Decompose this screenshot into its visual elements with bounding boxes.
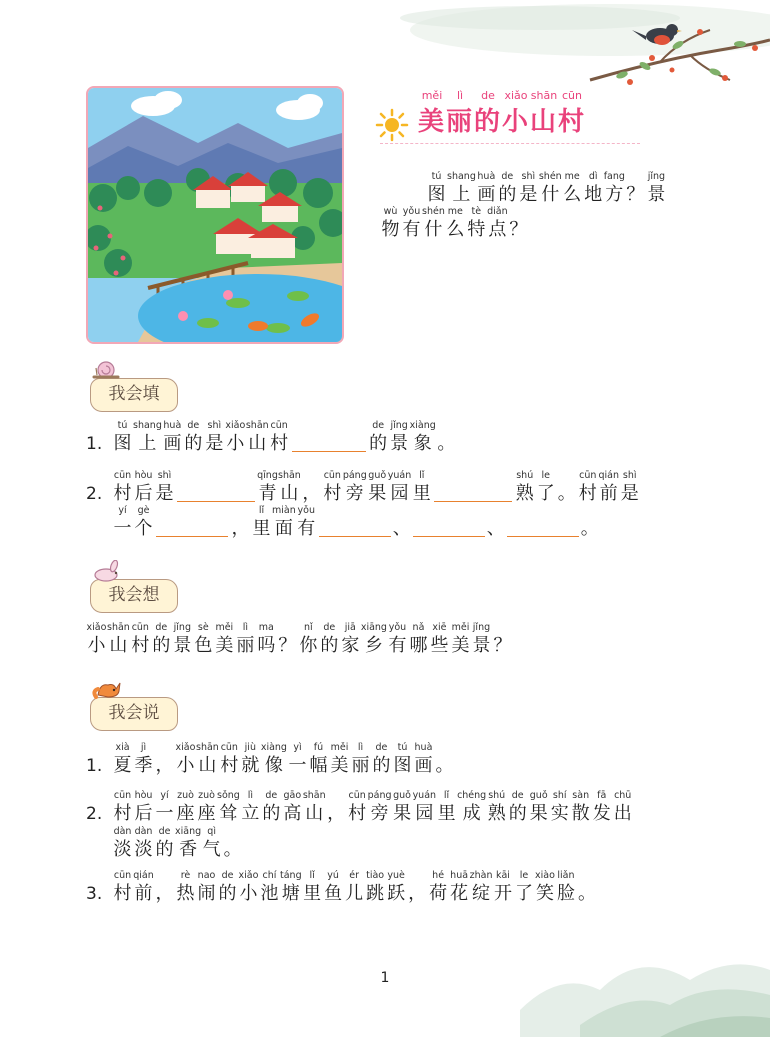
hanzi-with-pinyin: de 的	[320, 622, 339, 656]
hanzi-with-pinyin: guǒ 果	[368, 470, 387, 504]
hanzi-with-pinyin: nǎ 哪	[409, 622, 428, 656]
hanzi-with-pinyin: yuán 园	[387, 470, 412, 504]
hanzi-with-pinyin: le 了	[536, 470, 555, 504]
hanzi-with-pinyin: huà 画	[477, 171, 496, 205]
hanzi-with-pinyin: jǐng 景	[472, 622, 491, 656]
punctuation: ，	[231, 518, 250, 539]
fox-icon	[92, 677, 124, 699]
comma-mark: 、	[486, 518, 505, 539]
hanzi-with-pinyin: guǒ 果	[393, 790, 412, 824]
hanzi-with-pinyin: lì 丽	[236, 622, 255, 656]
hanzi-with-pinyin: diǎn 点	[487, 206, 508, 240]
section-title-fill: 我会填	[108, 384, 160, 404]
hanzi-with-pinyin: de 的	[218, 870, 237, 904]
hanzi-with-pinyin: gāo 高	[283, 790, 302, 824]
hanzi-with-pinyin: qián 前	[133, 870, 154, 904]
hanzi-with-pinyin: cūn 村	[113, 870, 132, 904]
hanzi-with-pinyin: shú 熟	[515, 470, 534, 504]
hanzi-with-pinyin: me 么	[563, 171, 582, 205]
hanzi-with-pinyin: nǐ 你	[299, 622, 318, 656]
say-sentence-2-line-1	[86, 790, 633, 826]
hanzi-with-pinyin: shān 山	[107, 622, 130, 656]
hanzi-with-pinyin: xiāng 乡	[360, 622, 387, 656]
hanzi-with-pinyin: xiàng 像	[260, 742, 287, 776]
hanzi-with-pinyin: hé 荷	[429, 870, 448, 904]
punctuation: 。	[437, 433, 456, 454]
hanzi-with-pinyin: le 了	[514, 870, 533, 904]
question-number: 1.	[86, 434, 103, 454]
hanzi-with-pinyin: xiàng 象	[409, 420, 436, 454]
hanzi-with-pinyin: xiào 笑	[535, 870, 555, 904]
hanzi-with-pinyin: qì 气	[202, 826, 221, 860]
hanzi-with-pinyin: jiā 家	[341, 622, 360, 656]
punctuation: ？	[493, 635, 512, 656]
fill-question-2-line-2	[112, 505, 599, 541]
hanzi-with-pinyin: shang 上	[447, 171, 476, 205]
hanzi-with-pinyin: hòu 后	[134, 470, 153, 504]
hanzi-with-pinyin: shān 山	[302, 790, 326, 824]
hanzi-with-pinyin: cūn 村	[270, 420, 289, 454]
punctuation: 。	[557, 483, 576, 504]
answer-blank[interactable]	[507, 516, 579, 537]
hanzi-with-pinyin: chū 出	[613, 790, 632, 824]
punctuation: 。	[577, 883, 596, 904]
bunny-icon	[90, 560, 124, 582]
hanzi-with-pinyin: sàn 散	[571, 790, 590, 824]
title-char: xiǎo 小	[502, 89, 529, 137]
hanzi-with-pinyin: yǒu 有	[297, 505, 316, 539]
hanzi-with-pinyin: de 的	[184, 420, 203, 454]
intro-line-1	[426, 171, 667, 207]
hanzi-with-pinyin: tú 图	[113, 420, 132, 454]
hanzi-with-pinyin: nao 闹	[197, 870, 216, 904]
hanzi-with-pinyin: miàn 面	[272, 505, 296, 539]
hanzi-with-pinyin: xià 夏	[113, 742, 132, 776]
hanzi-with-pinyin: de 的	[155, 826, 174, 860]
hanzi-with-pinyin: táng 塘	[280, 870, 302, 904]
section-badge-fill	[90, 378, 178, 412]
hanzi-with-pinyin: jǐng 景	[647, 171, 666, 205]
hanzi-with-pinyin: jǐng 景	[173, 622, 192, 656]
hanzi-with-pinyin: fā 发	[592, 790, 611, 824]
hanzi-with-pinyin: lǐ 里	[303, 870, 322, 904]
answer-blank[interactable]	[413, 516, 485, 537]
hanzi-with-pinyin: zhàn 绽	[469, 870, 493, 904]
punctuation: 。	[223, 839, 242, 860]
hanzi-with-pinyin: shì 是	[519, 171, 538, 205]
hanzi-with-pinyin: yí 一	[113, 505, 132, 539]
comma-mark: 、	[392, 518, 411, 539]
hanzi-with-pinyin: dàn 淡	[113, 826, 132, 860]
hanzi-with-pinyin: páng 旁	[367, 790, 392, 824]
hanzi-with-pinyin: lì 立	[241, 790, 260, 824]
hanzi-with-pinyin: xiǎo 小	[238, 870, 259, 904]
hanzi-with-pinyin: xiǎo 小	[86, 622, 107, 656]
answer-blank[interactable]	[292, 431, 366, 452]
mountain-wash-decoration	[520, 900, 770, 1037]
hanzi-with-pinyin: xiǎo 小	[225, 420, 246, 454]
fill-question-2-line-1	[86, 470, 640, 506]
punctuation: ，	[155, 883, 174, 904]
hanzi-with-pinyin: qián 前	[598, 470, 619, 504]
hanzi-with-pinyin: páng 旁	[342, 470, 367, 504]
hanzi-with-pinyin: cūn 村	[131, 622, 150, 656]
hanzi-with-pinyin: chí 池	[260, 870, 279, 904]
hanzi-with-pinyin: fú 幅	[309, 742, 328, 776]
hanzi-with-pinyin: yuán 园	[412, 790, 437, 824]
answer-blank[interactable]	[177, 481, 255, 502]
sun-icon	[375, 108, 409, 142]
hanzi-with-pinyin: qīng 青	[257, 470, 278, 504]
hanzi-with-pinyin: shān 山	[196, 742, 219, 776]
village-illustration	[86, 86, 344, 344]
hanzi-with-pinyin: chéng 成	[457, 790, 487, 824]
fill-question-1	[86, 420, 457, 456]
title-char: de 的	[474, 89, 501, 137]
section-title-think: 我会想	[108, 585, 160, 605]
hanzi-with-pinyin: dàn 淡	[134, 826, 153, 860]
say-sentence-2-line-2	[112, 826, 243, 862]
hanzi-with-pinyin: cūn 村	[113, 470, 132, 504]
hanzi-with-pinyin: tiào 跳	[366, 870, 385, 904]
hanzi-with-pinyin: sǒng 耸	[217, 790, 240, 824]
hanzi-with-pinyin: shān 山	[278, 470, 301, 504]
title-char: měi 美	[418, 89, 445, 137]
answer-blank[interactable]	[156, 516, 228, 537]
intro-line-2	[380, 206, 529, 242]
hanzi-with-pinyin: cūn 村	[220, 742, 239, 776]
hanzi-with-pinyin: sè 色	[194, 622, 213, 656]
hanzi-with-pinyin: tú 图	[427, 171, 446, 205]
page-title	[418, 90, 586, 139]
punctuation: ，	[302, 483, 321, 504]
hanzi-with-pinyin: wù 物	[381, 206, 400, 240]
hanzi-with-pinyin: lǐ 里	[437, 790, 456, 824]
say-sentence-1	[86, 742, 455, 778]
hanzi-with-pinyin: yí 一	[155, 790, 174, 824]
hanzi-with-pinyin: shang 上	[133, 420, 162, 454]
hanzi-with-pinyin: de 的	[369, 420, 388, 454]
answer-blank[interactable]	[434, 481, 512, 502]
punctuation: ，	[408, 883, 427, 904]
hanzi-with-pinyin: xiǎo 小	[175, 742, 196, 776]
hanzi-with-pinyin: liǎn 脸	[556, 870, 575, 904]
think-question	[86, 622, 513, 658]
section-badge-say	[90, 697, 178, 731]
hanzi-with-pinyin: cūn 村	[323, 470, 342, 504]
hanzi-with-pinyin: shén 什	[422, 206, 445, 240]
section-title-say: 我会说	[108, 703, 160, 723]
hanzi-with-pinyin: shì 是	[205, 420, 224, 454]
sentence-number: 1.	[86, 756, 103, 776]
hanzi-with-pinyin: hòu 后	[134, 790, 153, 824]
hanzi-with-pinyin: huā 花	[450, 870, 469, 904]
title-char: cūn 村	[558, 89, 585, 137]
hanzi-with-pinyin: zuò 座	[176, 790, 195, 824]
answer-blank[interactable]	[319, 516, 391, 537]
hanzi-with-pinyin: tè 特	[467, 206, 486, 240]
punctuation: ，	[327, 803, 346, 824]
snail-icon	[92, 358, 122, 380]
hanzi-with-pinyin: shí 实	[550, 790, 569, 824]
hanzi-with-pinyin: měi 美	[451, 622, 470, 656]
hanzi-with-pinyin: de 的	[508, 790, 527, 824]
hanzi-with-pinyin: shì 是	[620, 470, 639, 504]
punctuation: ，	[155, 755, 174, 776]
hanzi-with-pinyin: yǒu 有	[402, 206, 421, 240]
hanzi-with-pinyin: yú 鱼	[324, 870, 343, 904]
hanzi-with-pinyin: dì 地	[584, 171, 603, 205]
hanzi-with-pinyin: ér 儿	[345, 870, 364, 904]
hanzi-with-pinyin: cūn 村	[578, 470, 597, 504]
hanzi-with-pinyin: yǒu 有	[388, 622, 407, 656]
punctuation: ？	[626, 184, 645, 205]
hanzi-with-pinyin: shān 山	[245, 420, 269, 454]
hanzi-with-pinyin: huà 画	[414, 742, 433, 776]
hanzi-with-pinyin: ma 吗	[257, 622, 276, 656]
punctuation: ？	[509, 219, 528, 240]
question-number: 2.	[86, 484, 103, 504]
hanzi-with-pinyin: měi 美	[215, 622, 234, 656]
punctuation: ？	[278, 635, 297, 656]
hanzi-with-pinyin: gè 个	[134, 505, 153, 539]
hanzi-with-pinyin: yuè 跃	[387, 870, 406, 904]
hanzi-with-pinyin: xiē 些	[430, 622, 449, 656]
hanzi-with-pinyin: me 么	[446, 206, 465, 240]
hanzi-with-pinyin: jì 季	[134, 742, 153, 776]
hanzi-with-pinyin: guǒ 果	[529, 790, 548, 824]
hanzi-with-pinyin: lì 丽	[351, 742, 370, 776]
hanzi-with-pinyin: yì 一	[288, 742, 307, 776]
title-underline	[380, 143, 640, 144]
hanzi-with-pinyin: de 的	[262, 790, 281, 824]
hanzi-with-pinyin: rè 热	[176, 870, 195, 904]
hanzi-with-pinyin: cūn 村	[113, 790, 132, 824]
hanzi-with-pinyin: shì 是	[155, 470, 174, 504]
page-number: 1	[380, 970, 390, 986]
hanzi-with-pinyin: huà 画	[163, 420, 182, 454]
hanzi-with-pinyin: de 的	[372, 742, 391, 776]
hanzi-with-pinyin: zuò 座	[197, 790, 216, 824]
hanzi-with-pinyin: jǐng 景	[390, 420, 409, 454]
period-mark: 。	[580, 518, 599, 539]
punctuation: 。	[435, 755, 454, 776]
village-scene-image	[88, 88, 342, 342]
hanzi-with-pinyin: de 的	[152, 622, 171, 656]
hanzi-with-pinyin: fang 方	[603, 171, 625, 205]
sentence-number: 3.	[86, 884, 103, 904]
hanzi-with-pinyin: shén 什	[538, 171, 562, 205]
hanzi-with-pinyin: de 的	[498, 171, 517, 205]
hanzi-with-pinyin: jiù 就	[241, 742, 260, 776]
sentence-number: 2.	[86, 804, 103, 824]
section-badge-think	[90, 579, 178, 613]
hanzi-with-pinyin: tú 图	[393, 742, 412, 776]
title-char: lì 丽	[446, 89, 473, 137]
hanzi-with-pinyin: kāi 开	[493, 870, 512, 904]
hanzi-with-pinyin: xiāng 香	[175, 826, 202, 860]
hanzi-with-pinyin: lǐ 里	[252, 505, 271, 539]
hanzi-with-pinyin: lǐ 里	[412, 470, 431, 504]
hanzi-with-pinyin: cūn 村	[348, 790, 367, 824]
title-char: shān 山	[530, 89, 558, 137]
hanzi-with-pinyin: měi 美	[330, 742, 349, 776]
hanzi-with-pinyin: shú 熟	[487, 790, 506, 824]
